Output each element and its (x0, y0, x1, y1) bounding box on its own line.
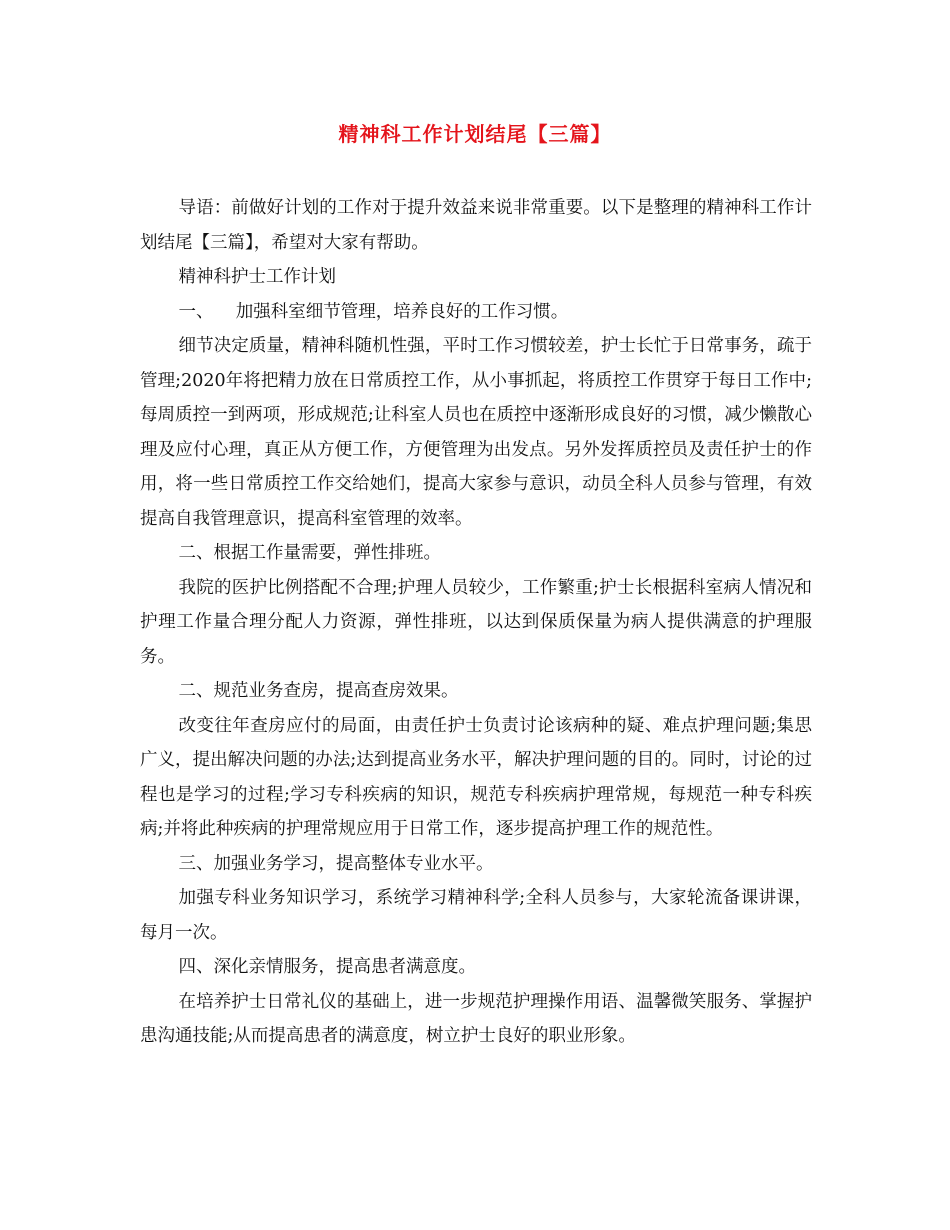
body-paragraph: 在培养护士日常礼仪的基础上，进一步规范护理操作用语、温馨微笑服务、掌握护患沟通技能;从而提高患者的满意度，树立护士良好的职业形象。 (140, 991, 812, 1046)
section-heading-nurse-plan: 精神科护士工作计划 (178, 267, 336, 287)
body-paragraph: 我院的医护比例搭配不合理;护理人员较少，工作繁重;护士长根据科室病人情况和护理工作量合理分配人力资源，弹性排班，以达到保质保量为病人提供满意的护理服务。 (140, 577, 812, 667)
section-heading-5: 四、深化亲情服务，提高患者满意度。 (178, 957, 476, 977)
section-heading-4: 三、加强业务学习，提高整体专业水平。 (178, 853, 494, 874)
document-body (140, 191, 812, 1054)
section-heading-3: 二、规范业务查房，提高查房效果。 (178, 681, 459, 701)
body-paragraph: 改变往年查房应付的局面，由责任护士负责讨论该病种的疑、难点护理问题;集思广义，提出解决问题的办法;达到提高业务水平，解决护理问题的目的。同时，讨论的过程也是学习的过程;学习专科疾病的知识，规范专科疾病护理常规，每规范一种专科疾病;并将此种疾病的护理常规应用于日常工作，逐步提高护理工作的规范性。 (140, 715, 812, 839)
section-heading-2: 二、根据工作量需要，弹性排班。 (178, 543, 441, 563)
body-paragraph: 细节决定质量，精神科随机性强，平时工作习惯较差，护士长忙于日常事务，疏于管理;2020年将把精力放在日常质控工作，从小事抓起，将质控工作贯穿于每日工作中;每周质控一到两项，形成规范;让科室人员也在质控中逐渐形成良好的习惯，减少懒散心理及应付心理，真正从方便工作，方便管理为出发点。另外发挥质控员及责任护士的作用，将一些日常质控工作交给她们，提高大家参与意识，动员全科人员参与管理，有效提高自我管理意识，提高科室管理的效率。 (140, 336, 812, 529)
section-heading-1: 一、 加强科室细节管理，培养良好的工作习惯。 (178, 301, 569, 322)
document-title: 精神科工作计划结尾【三篇】 (338, 122, 612, 146)
intro-paragraph: 导语：前做好计划的工作对于提升效益来说非常重要。以下是整理的精神科工作计划结尾【三篇】，希望对大家有帮助。 (140, 198, 812, 253)
body-paragraph: 加强专科业务知识学习，系统学习精神科学;全科人员参与，大家轮流备课讲课，每月一次。 (140, 888, 812, 943)
